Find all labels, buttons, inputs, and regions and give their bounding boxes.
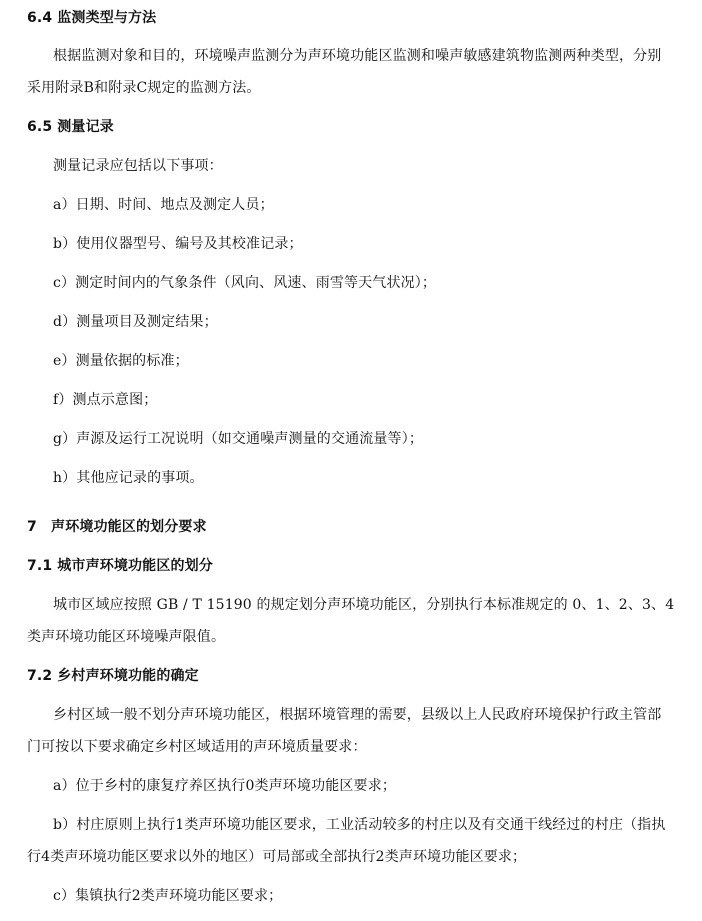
list-item: c）测定时间内的气象条件（风向、风速、雨雪等天气状况）； <box>53 275 437 291</box>
list-item: c）集镇执行2类声环境功能区要求； <box>53 888 283 904</box>
list-item: b）使用仪器型号、编号及其校准记录； <box>53 236 303 252</box>
section-heading-7-2: 7.2 乡村声环境功能的确定 <box>27 668 199 684</box>
list-item: 行4类声环境功能区要求以外的地区）可局部或全部执行2类声环境功能区要求； <box>27 849 527 865</box>
section-heading-6-4: 6.4 监测类型与方法 <box>27 10 157 26</box>
paragraph-line: 城市区域应按照 GB / T 15190 的规定划分声环境功能区，分别执行本标准规定的 0、1、2、3、4 <box>53 597 675 613</box>
paragraph-line: 类声环境功能区环境噪声限值。 <box>27 629 226 645</box>
list-item: a）位于乡村的康复疗养区执行0类声环境功能区要求； <box>53 778 397 794</box>
list-item: h）其他应记录的事项。 <box>53 470 204 486</box>
paragraph-line: 门可按以下要求确定乡村区域适用的声环境质量要求： <box>27 739 367 755</box>
paragraph-line: 乡村区域一般不划分声环境功能区，根据环境管理的需要，县级以上人民政府环境保护行政主管部 <box>53 707 662 723</box>
paragraph-line: 采用附录B和附录C规定的监测方法。 <box>27 80 261 96</box>
section-heading-7: 7 声环境功能区的划分要求 <box>27 519 207 535</box>
section-heading-6-5: 6.5 测量记录 <box>27 119 114 135</box>
list-item: g）声源及运行工况说明（如交通噪声测量的交通流量等）； <box>53 431 424 447</box>
list-item: b）村庄原则上执行1类声环境功能区要求，工业活动较多的村庄以及有交通干线经过的村庄（指执 <box>53 817 666 833</box>
list-item: a）日期、时间、地点及测定人员； <box>53 197 274 213</box>
list-item: f）测点示意图； <box>53 392 158 408</box>
paragraph-line: 测量记录应包括以下事项： <box>53 158 223 174</box>
list-item: d）测量项目及测定结果； <box>53 314 218 330</box>
paragraph-line: 根据监测对象和目的，环境噪声监测分为声环境功能区监测和噪声敏感建筑物监测两种类型，分别 <box>53 48 662 64</box>
section-heading-7-1: 7.1 城市声环境功能区的划分 <box>27 558 213 574</box>
list-item: e）测量依据的标准； <box>53 353 189 369</box>
